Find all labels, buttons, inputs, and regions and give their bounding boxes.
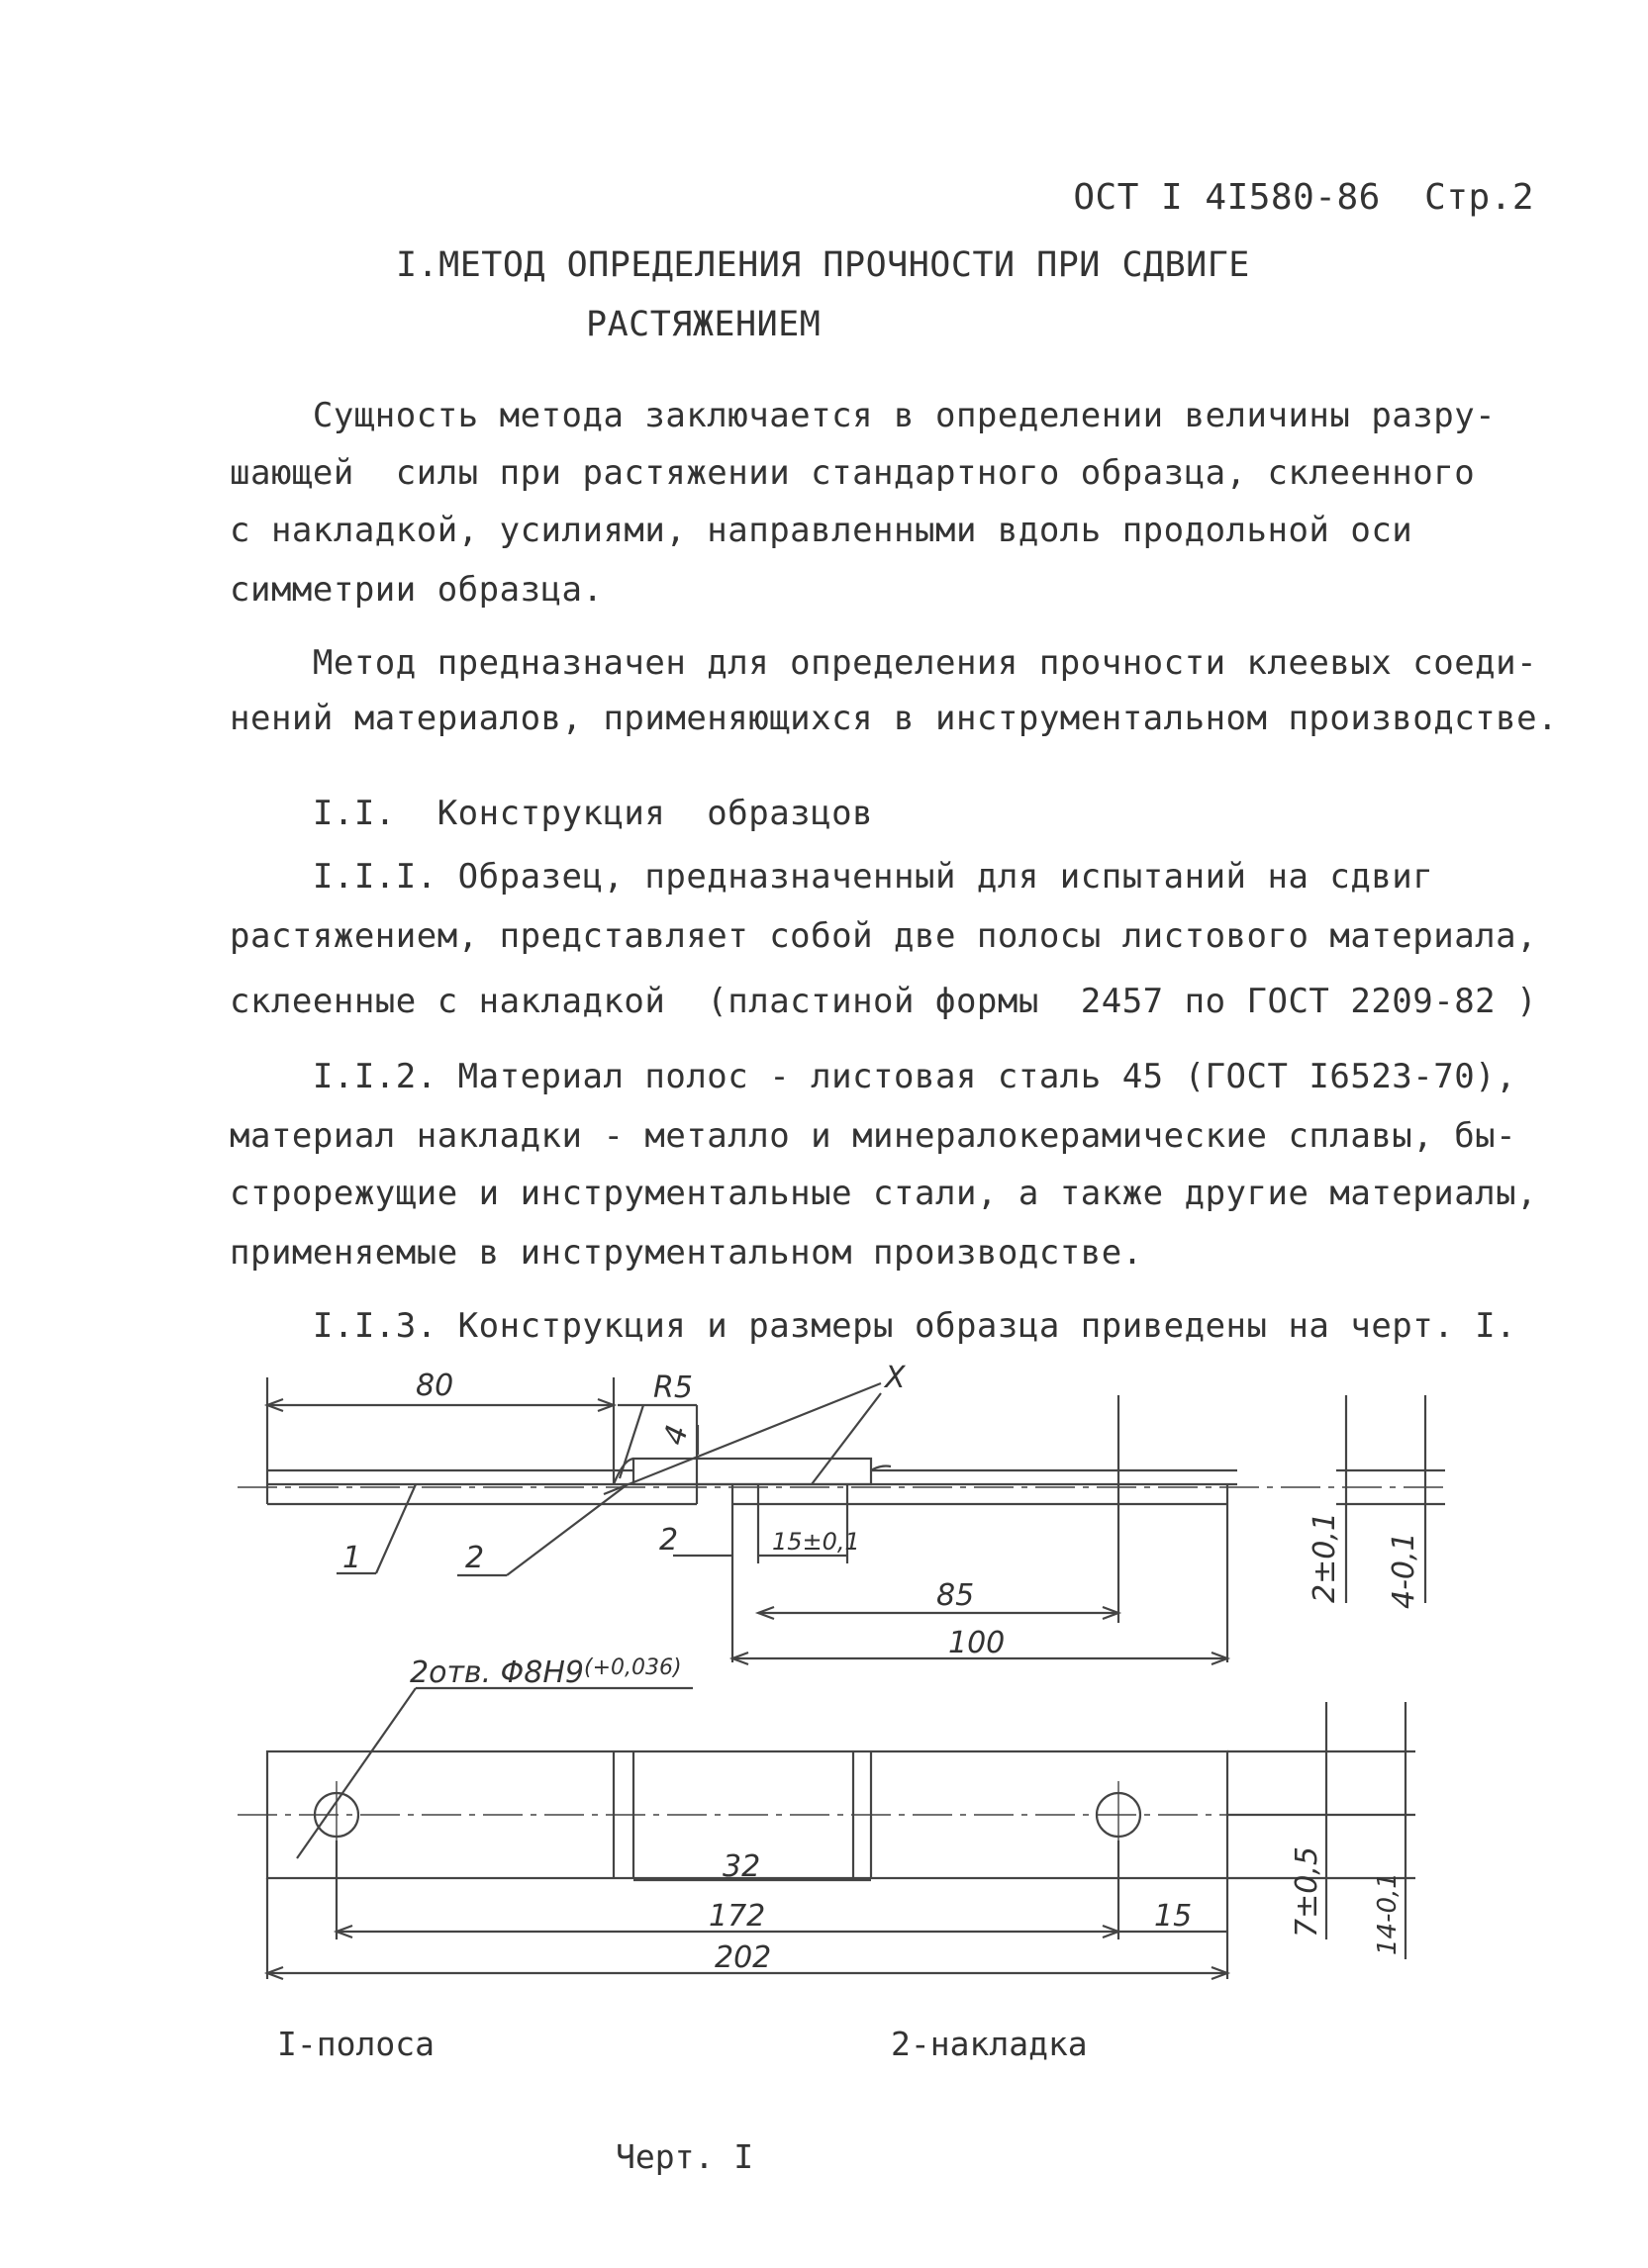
clause-line: склеенные с накладкой (пластиной формы 2457 по ГОСТ 2209-82 ) <box>230 982 1538 1021</box>
dim-label-14: 14-0,1 <box>1373 1872 1403 1955</box>
leader-label-1: 1 <box>342 1541 362 1575</box>
paragraph-line: с накладкой, усилиями, направленными вдоль продольной оси <box>230 511 1413 550</box>
dim-label-80: 80 <box>416 1369 454 1403</box>
section-heading: I.I. Конструкция образцов <box>230 794 874 833</box>
dim-label-4: 4 <box>656 1421 696 1450</box>
leader-x <box>604 1383 881 1494</box>
title-line-1: I.МЕТОД ОПРЕДЕЛЕНИЯ ПРОЧНОСТИ ПРИ СДВИГЕ <box>396 245 1250 285</box>
clause-line: применяемые в инструментальном производстве. <box>230 1233 1143 1273</box>
paragraph-line: симметрии образца. <box>230 570 604 610</box>
holes-tolerance: (+0,036) <box>584 1655 682 1680</box>
page-number: Стр.2 <box>1424 177 1535 218</box>
title-line-2: РАСТЯЖЕНИЕМ <box>586 305 822 344</box>
dim-label-2: 2 <box>659 1523 679 1558</box>
legend-strip: I-полоса <box>277 2025 435 2063</box>
dim-label-100: 100 <box>948 1626 1006 1660</box>
dim-label-32: 32 <box>723 1849 761 1884</box>
dim-label-2-01: 2±0,1 <box>1308 1512 1342 1603</box>
clause-line: материал накладки - металло и минералокерамические сплавы, бы- <box>230 1116 1517 1156</box>
dim-label-r5: R5 <box>653 1370 693 1405</box>
doc-code: ОСТ I 4I580-86 <box>1073 177 1381 218</box>
dim-label-85: 85 <box>936 1578 975 1613</box>
holes-label <box>410 1655 682 1690</box>
dim-label-7: 7±0,5 <box>1290 1846 1324 1937</box>
pad-plate <box>633 1459 871 1484</box>
dim-label-15: 15±0,1 <box>772 1528 860 1556</box>
leader-label-2: 2 <box>465 1541 485 1575</box>
legend-pad: 2-накладка <box>891 2025 1088 2063</box>
clause-line: I.I.I. Образец, предназначенный для испытаний на сдвиг <box>230 857 1434 897</box>
holes-text: 2отв. Φ8H9 <box>410 1655 585 1690</box>
dim-line-r5 <box>620 1405 643 1478</box>
clause-line: строрежущие и инструментальные стали, а также другие материалы, <box>230 1174 1538 1213</box>
leader-2 <box>507 1484 628 1575</box>
paragraph-line: Метод предназначен для определения прочности клеевых соеди- <box>230 643 1538 683</box>
clause-line: I.I.2. Материал полос - листовая сталь 45 (ГОСТ I6523-70), <box>230 1057 1517 1096</box>
paragraph-line: Сущность метода заключается в определении величины разру- <box>230 396 1497 435</box>
dim-label-4-01: 4-0,1 <box>1387 1532 1421 1609</box>
mark-x: X <box>885 1361 906 1395</box>
dim-label-15b: 15 <box>1154 1899 1193 1934</box>
leader-1 <box>376 1484 416 1573</box>
dim-label-172: 172 <box>709 1899 766 1934</box>
paragraph-line: нений материалов, применяющихся в инструментальном производстве. <box>230 699 1559 738</box>
paragraph-line: шающей силы при растяжении стандартного образца, склеенного <box>230 453 1476 493</box>
holes-leader <box>297 1688 416 1858</box>
figure-caption: Черт. I <box>616 2137 754 2176</box>
dim-label-202: 202 <box>715 1940 772 1975</box>
clause-line: I.I.3. Конструкция и размеры образца приведены на черт. I. <box>230 1306 1517 1346</box>
clause-line: растяжением, представляет собой две полосы листового материала, <box>230 916 1538 956</box>
